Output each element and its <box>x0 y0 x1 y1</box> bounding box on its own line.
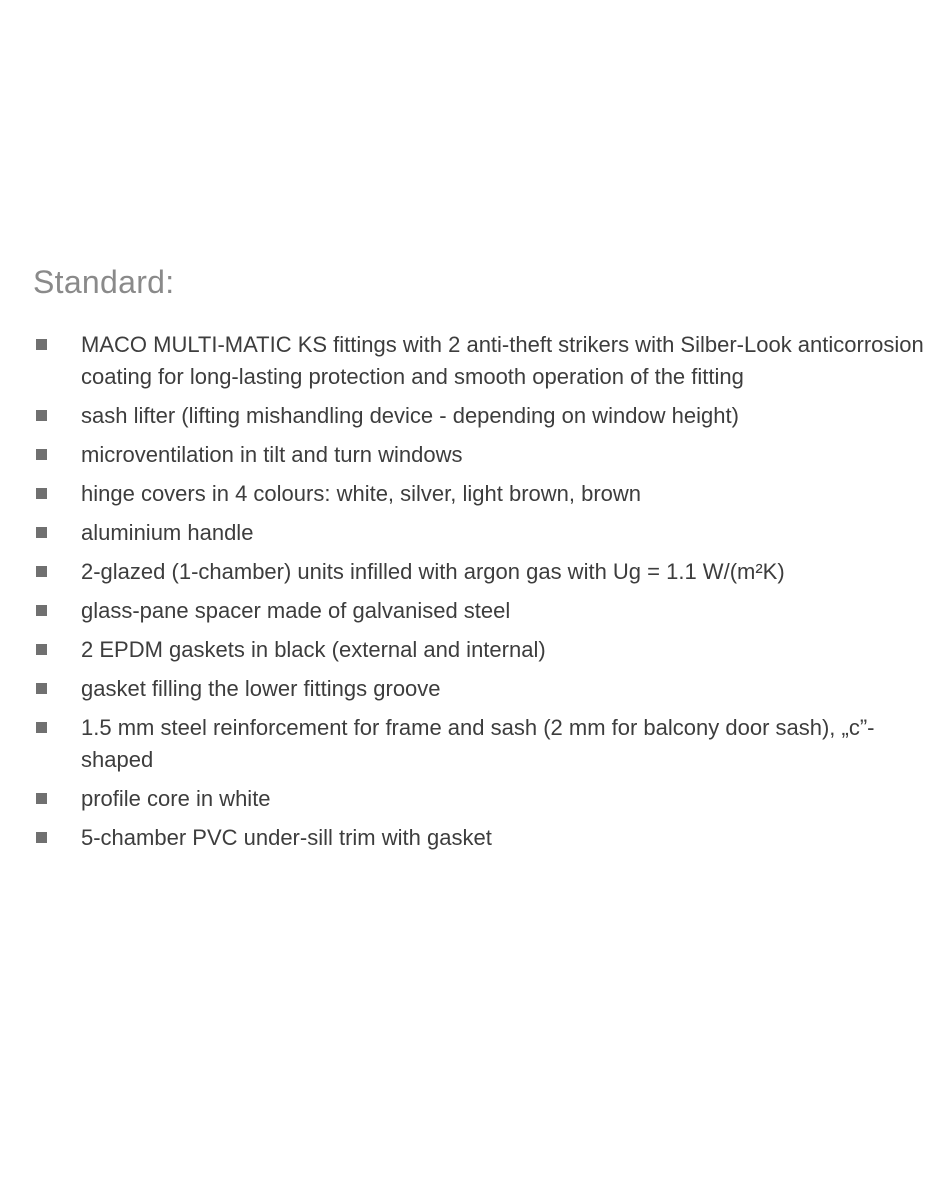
list-item <box>33 329 928 393</box>
list-item <box>33 556 928 588</box>
list-item-text: 1.5 mm steel reinforcement for frame and sash (2 mm for balcony door sash), „c”-shaped <box>81 715 875 772</box>
square-bullet-icon <box>36 722 47 733</box>
list-item-text: sash lifter (lifting mishandling device - depending on window height) <box>81 403 739 428</box>
square-bullet-icon <box>36 488 47 499</box>
list-item-text: 2 EPDM gaskets in black (external and internal) <box>81 637 546 662</box>
square-bullet-icon <box>36 339 47 350</box>
list-item <box>33 400 928 432</box>
list-item <box>33 478 928 510</box>
square-bullet-icon <box>36 644 47 655</box>
list-item-text: microventilation in tilt and turn windows <box>81 442 463 467</box>
list-item <box>33 634 928 666</box>
list-item <box>33 712 928 776</box>
square-bullet-icon <box>36 410 47 421</box>
list-item-text: 5-chamber PVC under-sill trim with gasket <box>81 825 492 850</box>
square-bullet-icon <box>36 683 47 694</box>
list-item-text: 2-glazed (1-chamber) units infilled with argon gas with Ug = 1.1 W/(m²K) <box>81 559 785 584</box>
standard-section <box>33 262 928 861</box>
square-bullet-icon <box>36 449 47 460</box>
list-item <box>33 822 928 854</box>
list-item-text: profile core in white <box>81 786 271 811</box>
square-bullet-icon <box>36 793 47 804</box>
list-item <box>33 595 928 627</box>
list-item <box>33 517 928 549</box>
list-item-text: MACO MULTI-MATIC KS fittings with 2 anti-theft strikers with Silber-Look anticorrosion coating for long-lasting protection and smooth operation of the fitting <box>81 332 924 389</box>
square-bullet-icon <box>36 527 47 538</box>
list-item-text: aluminium handle <box>81 520 254 545</box>
list-item <box>33 783 928 815</box>
standard-features-list <box>33 329 928 854</box>
square-bullet-icon <box>36 832 47 843</box>
list-item <box>33 673 928 705</box>
section-heading: Standard: <box>33 264 175 300</box>
list-item-text: hinge covers in 4 colours: white, silver, light brown, brown <box>81 481 642 506</box>
list-item-text: glass-pane spacer made of galvanised steel <box>81 598 511 623</box>
list-item-text: gasket filling the lower fittings groove <box>81 676 441 701</box>
square-bullet-icon <box>36 566 47 577</box>
list-item <box>33 439 928 471</box>
square-bullet-icon <box>36 605 47 616</box>
